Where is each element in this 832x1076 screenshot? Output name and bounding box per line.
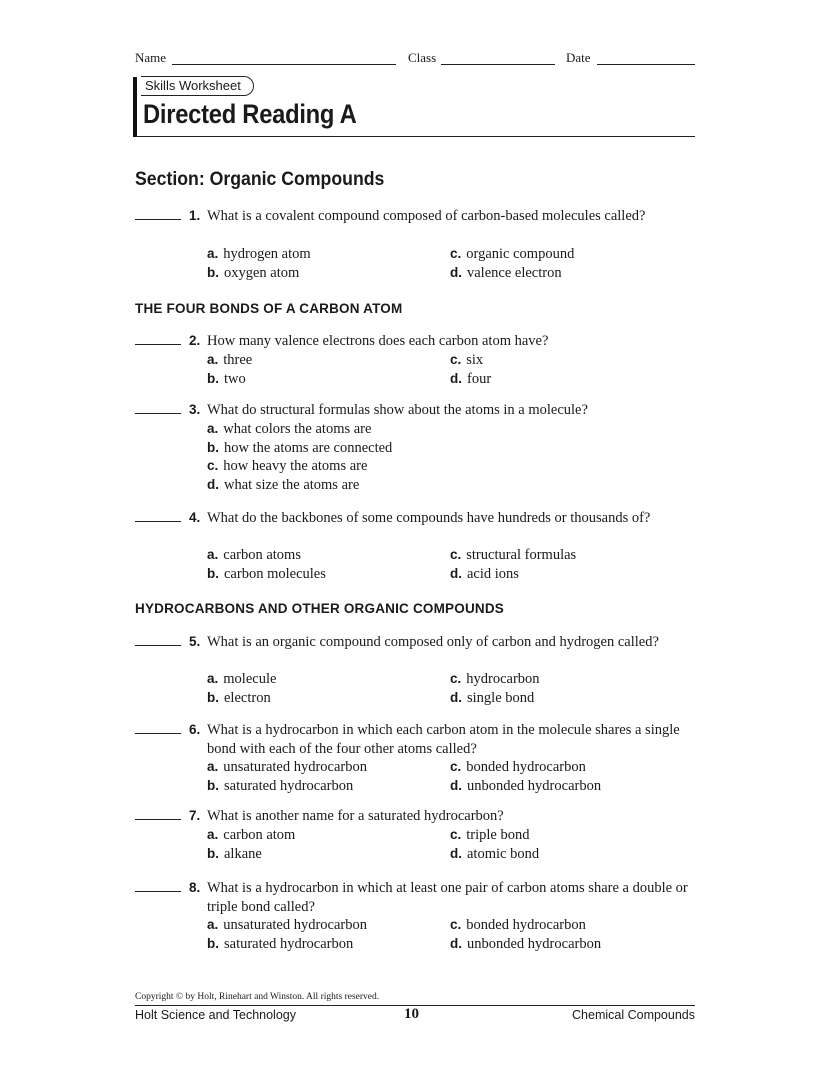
answer-blank[interactable]	[135, 733, 181, 734]
answer-blank[interactable]	[135, 891, 181, 892]
answer-blank[interactable]	[135, 413, 181, 414]
option-b: b. two	[207, 370, 246, 387]
question-stem: How many valence electrons does each carbon atom have?	[207, 333, 549, 349]
name-label: Name	[135, 50, 167, 65]
answer-blank[interactable]	[135, 344, 181, 345]
page-number: 10	[404, 1006, 419, 1022]
option-b: b. saturated hydrocarbon	[207, 777, 354, 794]
option-a: a. hydrogen atom	[207, 246, 311, 262]
option-c: c. how heavy the atoms are	[207, 458, 368, 475]
question-stem: What is another name for a saturated hydrocarbon?	[207, 808, 504, 824]
option-b: b. electron	[207, 689, 271, 706]
title-bar-decoration	[133, 77, 137, 137]
question-number: 2.	[189, 333, 201, 348]
subhead-hydrocarbons: HYDROCARBONS AND OTHER ORGANIC COMPOUNDS	[135, 601, 505, 616]
question-stem: What do the backbones of some compounds have hundreds or thousands of?	[207, 510, 651, 526]
answer-blank[interactable]	[135, 521, 181, 522]
question-stem: What do structural formulas show about the atoms in a molecule?	[207, 402, 588, 418]
option-c: c. hydrocarbon	[450, 671, 540, 687]
answer-blank[interactable]	[135, 219, 181, 220]
name-field[interactable]	[172, 64, 396, 65]
date-field[interactable]	[597, 64, 695, 65]
option-b: b. saturated hydrocarbon	[207, 935, 354, 952]
class-field[interactable]	[441, 64, 555, 65]
option-b: b. alkane	[207, 845, 262, 862]
copyright-notice: Copyright © by Holt, Rinehart and Winston. All rights reserved.	[135, 992, 380, 1002]
question-stem: What is a covalent compound composed of carbon-based molecules called?	[207, 208, 646, 224]
question-number: 5.	[189, 634, 201, 649]
question-number: 7.	[189, 808, 201, 823]
question-number: 6.	[189, 722, 201, 737]
question-number: 1.	[189, 208, 201, 223]
option-a: a. unsaturated hydrocarbon	[207, 917, 368, 933]
question-number: 8.	[189, 880, 201, 895]
question-stem: What is a hydrocarbon in which each carbon atom in the molecule shares a single bond with each of the four other atoms called?	[207, 722, 680, 757]
option-a: a. carbon atoms	[207, 547, 301, 563]
option-b: b. oxygen atom	[207, 264, 300, 281]
question-stem: What is a hydrocarbon in which at least one pair of carbon atoms share a double or triple bond called?	[207, 880, 688, 915]
option-a: a. what colors the atoms are	[207, 421, 372, 437]
option-a: a. carbon atom	[207, 827, 296, 843]
worksheet-type-tag: Skills Worksheet	[141, 76, 254, 96]
option-c: c. bonded hydrocarbon	[450, 759, 586, 775]
footer-book-title: Holt Science and Technology	[135, 1008, 296, 1022]
option-c: c. six	[450, 352, 484, 368]
option-b: b. carbon molecules	[207, 565, 326, 582]
option-d: d. acid ions	[450, 565, 519, 582]
option-c: c. triple bond	[450, 827, 530, 843]
date-label: Date	[566, 50, 591, 65]
option-d: d. valence electron	[450, 264, 562, 281]
subhead-four-bonds: THE FOUR BONDS OF A CARBON ATOM	[135, 301, 403, 316]
class-label: Class	[408, 50, 437, 65]
option-a: a. three	[207, 352, 253, 368]
option-d: d. four	[450, 370, 492, 387]
question-number: 4.	[189, 510, 201, 525]
option-d: d. single bond	[450, 689, 535, 706]
option-c: c. bonded hydrocarbon	[450, 917, 586, 933]
answer-blank[interactable]	[135, 819, 181, 820]
page-title: Directed Reading A	[143, 99, 357, 129]
option-d: d. atomic bond	[450, 845, 540, 862]
question-number: 3.	[189, 402, 201, 417]
student-info-header	[135, 50, 695, 70]
option-b: b. how the atoms are connected	[207, 439, 393, 456]
question-stem: What is an organic compound composed only of carbon and hydrogen called?	[207, 634, 659, 650]
option-c: c. organic compound	[450, 246, 575, 262]
option-d: d. unbonded hydrocarbon	[450, 935, 602, 952]
answer-blank[interactable]	[135, 645, 181, 646]
title-divider	[137, 136, 695, 137]
option-c: c. structural formulas	[450, 547, 577, 563]
option-a: a. unsaturated hydrocarbon	[207, 759, 368, 775]
section-title: Section: Organic Compounds	[135, 169, 385, 190]
option-d: d. unbonded hydrocarbon	[450, 777, 602, 794]
option-a: a. molecule	[207, 671, 277, 687]
option-d: d. what size the atoms are	[207, 476, 360, 493]
footer-chapter-title: Chemical Compounds	[572, 1008, 695, 1022]
